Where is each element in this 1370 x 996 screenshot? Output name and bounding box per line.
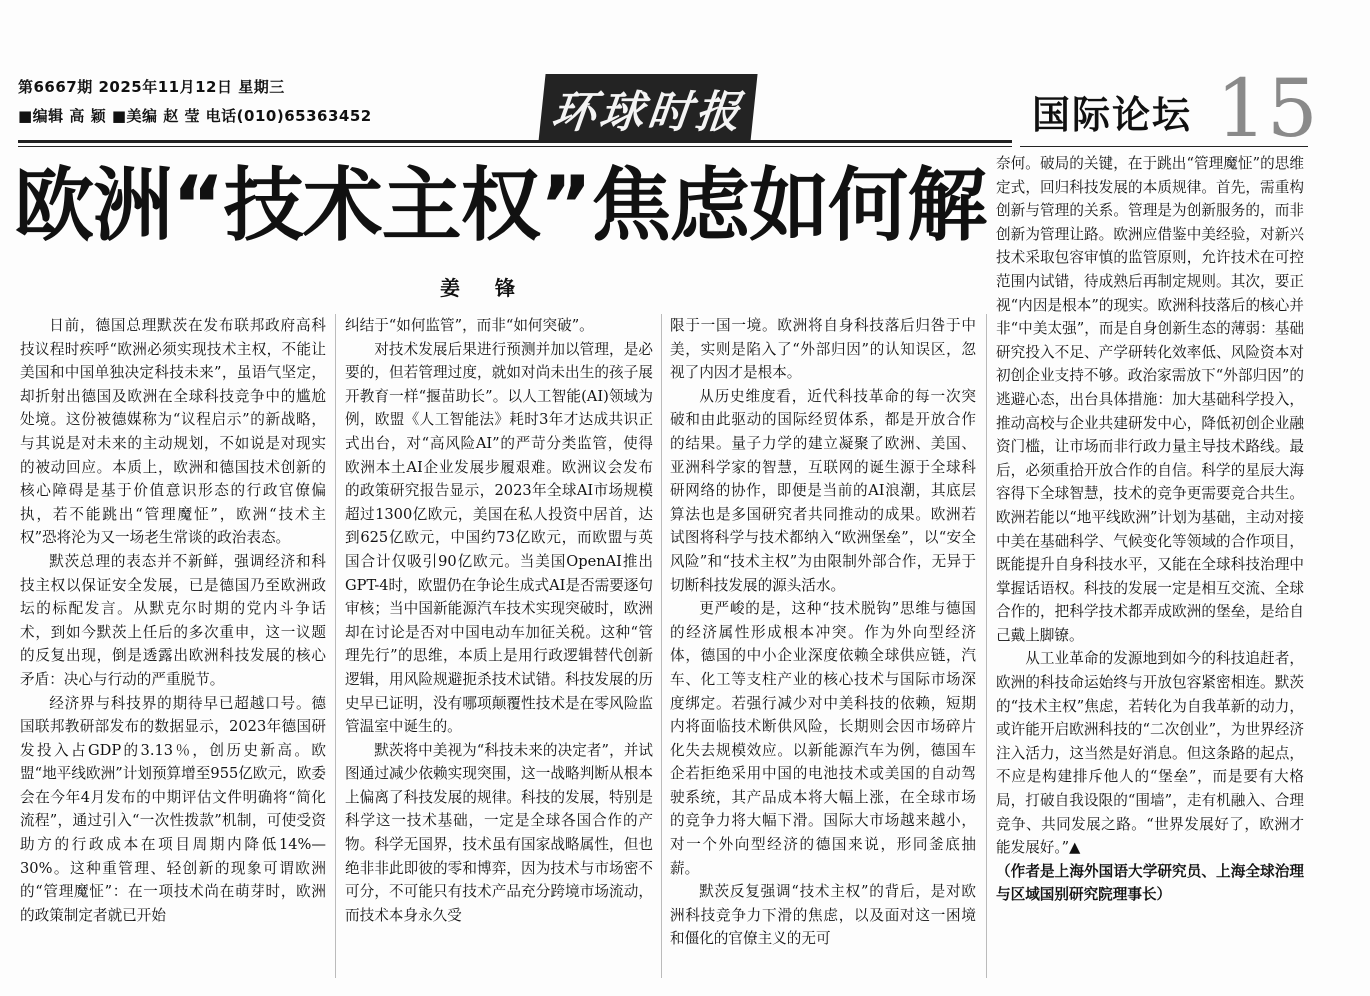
column-divider [661, 314, 662, 978]
article-column-4 [996, 152, 1304, 984]
header-rule-thin [18, 146, 1012, 147]
article-column-1 [20, 314, 326, 984]
header-rule-thick [18, 140, 1012, 143]
article-headline: 欧洲“技术主权”焦虑如何解 [14, 159, 987, 252]
paragraph: 默茨将中美视为“科技未来的决定者”，并试图通过减少依赖实现突围，这一战略判断从根本上偏离了科技发展的规律。科技的发展，特别是科学这一技术基础，一定是全球各国合作的产物。科学无国界，技术虽有国家战略属性，但也绝非非此即彼的零和博弈，因为技术与市场密不可分，不可能只有技术产品充分跨境市场流动，而技术本身永久受 [345, 741, 653, 924]
column-divider [986, 314, 987, 978]
paragraph: 从历史维度看，近代科技革命的每一次突破和由此驱动的国际经贸体系，都是开放合作的结果。量子力学的建立凝聚了欧洲、美国、亚洲科学家的智慧，互联网的诞生源于全球科研网络的协作，即便是当前的AI浪潮，其底层算法也是多国研究者共同推动的成果。欧洲若试图将科学与技术都纳入“欧洲堡垒”，以“安全风险”和“技术主权”为由限制外部合作，无异于切断科技发展的源头活水。 [670, 387, 976, 594]
paragraph: 奈何。破局的关键，在于跳出“管理魔怔”的思维定式，回归科技发展的本质规律。首先，需重构创新与管理的关系。管理是为创新服务的，而非创新为管理让路。欧洲应借鉴中美经验，对新兴技术采取包容审慎的监管原则，允许技术在可控范围内试错，待成熟后再制定规则。其次，要正视“内因是根本”的现实。欧洲科技落后的核心并非“中美太强”，而是自身创新生态的薄弱：基础研究投入不足、产学研转化效率低、风险资本对初创企业支持不够。政治家需放下“外部归因”的逃避心态，出台具体措施：加大基础科学投入，推动高校与企业共建研发中心，降低初创企业融资门槛，让市场而非行政力量主导技术路线。最后，必须重拾开放合作的自信。科学的星辰大海容得下全球智慧，技术的竞争更需要竞合共生。欧洲若能以“地平线欧洲”计划为基础，主动对接中美在基础科学、气候变化等领域的合作项目，既能提升自身科技水平，又能在全球科技治理中掌握话语权。科技的发展一定是相互交流、全球合作的，把科学技术都弄成欧洲的堡垒，是给自己戴上脚镣。 [996, 155, 1304, 644]
paragraph: 纠结于“如何监管”，而非“如何突破”。 [345, 317, 594, 334]
article-column-2 [345, 314, 653, 984]
paragraph: 默茨总理的表态并不新鲜，强调经济和科技主权以保证安全发展，已是德国乃至欧洲政坛的标配发言。从默克尔时期的党内斗争话术，到如今默茨上任后的多次重申，这一议题的反复出现，倒是透露出欧洲科技发展的核心矛盾：决心与行动的严重脱节。 [20, 552, 326, 688]
article-column-3 [670, 314, 976, 984]
newspaper-masthead-logo: 环球时报 [538, 74, 757, 142]
page-number: 15 [1216, 62, 1318, 155]
paragraph: 默茨反复强调“技术主权”的背后，是对欧洲科技竞争力下滑的焦虑，以及面对这一困境和僵化的官僚主义的无可 [670, 883, 976, 948]
section-title: 国际论坛 [1032, 92, 1193, 137]
paragraph: 限于一国一境。欧洲将自身科技落后归咎于中美，实则是陷入了“外部归因”的认知误区，忽视了内因才是根本。 [670, 317, 976, 382]
author-note: （作者是上海外国语大学研究员、上海全球治理与区域国别研究院理事长） [996, 862, 1304, 904]
editors-line: ■编辑 高 颖 ■美编 赵 莹 电话(010)65363452 [18, 107, 372, 125]
paragraph: 对技术发展后果进行预测并加以管理，是必要的，但若管理过度，就如对尚未出生的孩子展开教育一样“揠苗助长”。以人工智能(AI)领域为例，欧盟《人工智能法》耗时3年才达成共识正式出台，对“高风险AI”的严苛分类监管，使得欧洲本土AI企业发展步履艰难。欧洲议会发布的政策研究报告显示，2023年全球AI市场规模超过1300亿欧元，美国在私人投资中居首，达到625亿欧元，中国约73亿欧元，而欧盟与英国合计仅吸引90亿欧元。当美国OpenAI推出GPT-4时，欧盟仍在争论生成式AI是否需要逐句审核；当中国新能源汽车技术实现突破时，欧洲却在讨论是否对中国电动车加征关税。这种“管理先行”的思维，本质上是用行政逻辑替代创新逻辑，用风险规避扼杀技术试错。科技发展的历史早已证明，没有哪项颠覆性技术是在零风险监管温室中诞生的。 [345, 340, 653, 736]
issue-date-line: 第6667期 2025年11月12日 星期三 [18, 78, 285, 96]
paragraph: 更严峻的是，这种“技术脱钩”思维与德国的经济属性形成根本冲突。作为外向型经济体，德国的中小企业深度依赖全球供应链，汽车、化工等支柱产业的核心技术与国际市场深度绑定。若强行减少对中美科技的依赖，短期内将面临技术断供风险，长期则会因市场碎片化失去规模效应。以新能源汽车为例，德国车企若拒绝采用中国的电池技术或美国的自动驾驶系统，其产品成本将大幅上涨，在全球市场的竞争力将大幅下滑。国际大市场越来越小，对一个外向型经济的德国来说，形同釜底抽薪。 [670, 600, 976, 877]
paragraph: 日前，德国总理默茨在发布联邦政府高科技议程时疾呼“欧洲必须实现技术主权，不能让美国和中国单独决定科技未来”，虽语气坚定，却折射出德国及欧洲在全球科技竞争中的尴尬处境。这份被德媒称为“议程启示”的新战略，与其说是对未来的主动规划，不如说是对现实的被动回应。本质上，欧洲和德国技术创新的核心障碍是基于价值意识形态的行政官僚偏执，若不能跳出“管理魔怔”，欧洲“技术主权”恐将沦为又一场老生常谈的政治表态。 [20, 317, 326, 547]
article-byline: 姜 锋 [440, 276, 529, 300]
paragraph: 从工业革命的发源地到如今的科技追赶者，欧洲的科技命运始终与开放包容紧密相连。默茨的“技术主权”焦虑，若转化为自我革新的动力，或许能开启欧洲科技的“二次创业”，为世界经济注入活力，这当然是好消息。但这条路的起点，不应是构建排斥他人的“堡垒”，而是要有大格局，打破自我设限的“围墙”，走有机融入、合理竞争、共同发展之路。“世界发展好了，欧洲才能发展好。”▲ [996, 650, 1304, 857]
column-divider [335, 314, 336, 978]
paragraph: 经济界与科技界的期待早已超越口号。德国联邦教研部发布的数据显示，2023年德国研发投入占GDP的3.13％，创历史新高。欧盟“地平线欧洲”计划预算增至955亿欧元，欧委会在今年4月发布的中期评估文件明确将“简化流程”，通过引入“一次性拨款”机制，可使受资助方的行政成本在项目周期内降低14%—30%。这种重管理、轻创新的现象可谓欧洲的“管理魔怔”：在一项技术尚在萌芽时，欧洲的政策制定者就已开始 [20, 694, 326, 924]
section-rule [1020, 146, 1308, 147]
